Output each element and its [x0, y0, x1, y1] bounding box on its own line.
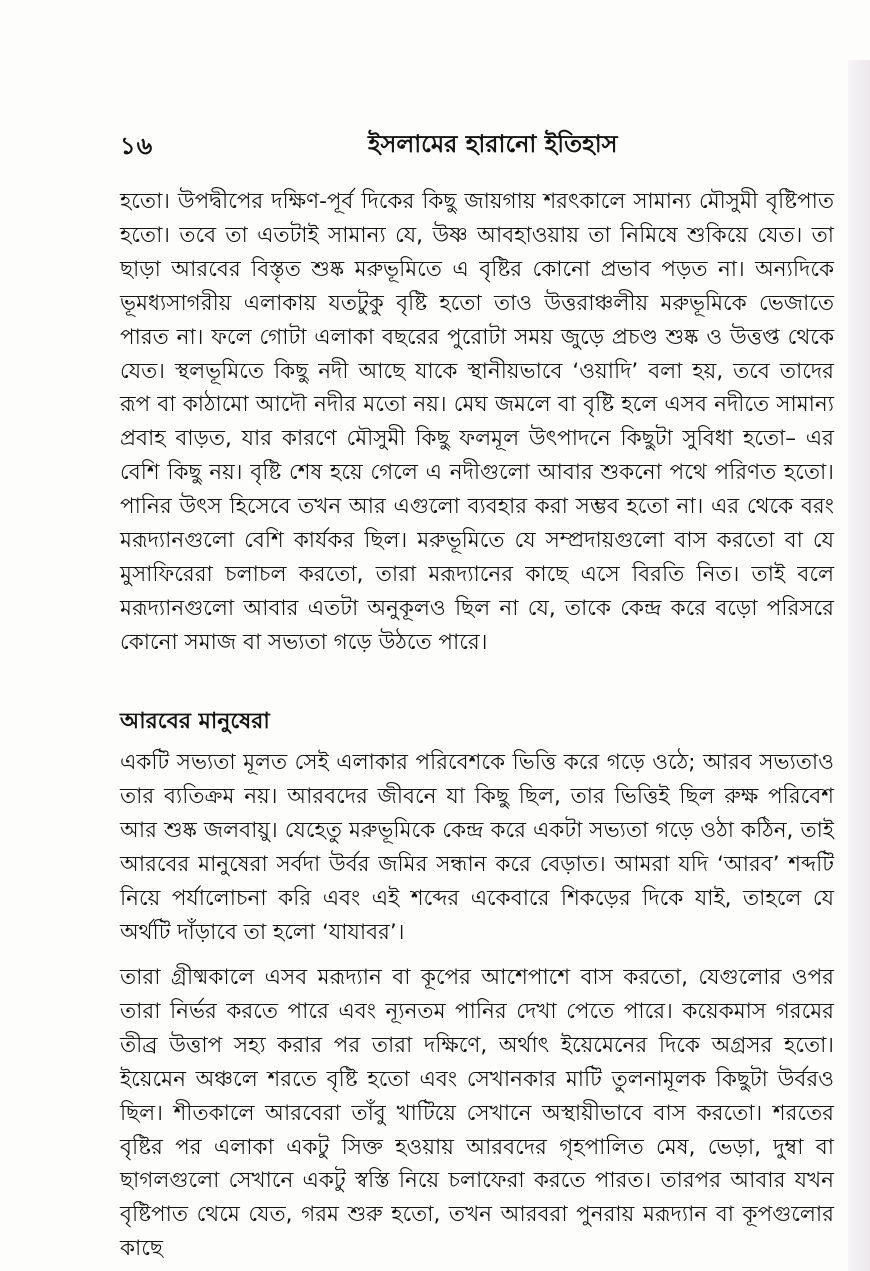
- page-edge-shadow: [848, 60, 870, 1271]
- paragraph: হতো। উপদ্বীপের দক্ষিণ-পূর্ব দিকের কিছু জায়গায় শরৎকালে সামান্য মৌসুমী বৃষ্টিপাত হতো। তবে তা এতটাই সামান্য যে, উষ্ণ আবহাওয়ায় তা নিমিষে শুকিয়ে যেত। তা ছাড়া আরবের বিস্তৃত শুষ্ক মরুভূমিতে এ বৃষ্টির কোনো প্রভাব পড়ত না। অন্যদিকে ভূমধ্যসাগরীয় এলাকায় যতটুকু বৃষ্টি হতো তাও উত্তরাঞ্চলীয় মরুভূমিকে ভেজাতে পারত না। ফলে গোটা এলাকা বছরের পুরোটা সময় জুড়ে প্রচণ্ড শুষ্ক ও উত্তপ্ত থেকে যেত। স্থলভূমিতে কিছু নদী আছে যাকে স্থানীয়ভাবে ‘ওয়াদি’ বলা হয়, তবে তাদের রূপ বা কাঠামো আদৌ নদীর মতো নয়। মেঘ জমলে বা বৃষ্টি হলে এসব নদীতে সামান্য প্রবাহ বাড়ত, যার কারণে মৌসুমী কিছু ফলমূল উৎপাদনে কিছুটা সুবিধা হতো– এর বেশি কিছু নয়। বৃষ্টি শেষ হয়ে গেলে এ নদীগুলো আবার শুকনো পথে পরিণত হতো। পানির উৎস হিসেবে তখন আর এগুলো ব্যবহার করা সম্ভব হতো না। এর থেকে বরং মরূদ্যানগুলো বেশি কার্যকর ছিল। মরুভূমিতে যে সম্প্রদায়গুলো বাস করতো বা যে মুসাফিরেরা চলাচল করতো, তারা মরূদ্যানের কাছে এসে বিরতি নিত। তাই বলে মরূদ্যানগুলো আবার এতটা অনুকূলও ছিল না যে, তাকে কেন্দ্র করে বড়ো পরিসরে কোনো সমাজ বা সভ্যতা গড়ে উঠতে পারে।: [120, 189, 834, 655]
- paragraph: তারা গ্রীষ্মকালে এসব মরূদ্যান বা কূপের আশেপাশে বাস করতো, যেগুলোর ওপর তারা নির্ভর করতে পারে এবং ন্যূনতম পানির দেখা পেতে পারে। কয়েকমাস গরমের তীব্র উত্তাপ সহ্য করার পর তারা দক্ষিণে, অর্থাৎ ইয়েমেনের দিকে অগ্রসর হতো। ইয়েমেন অঞ্চলে শরতে বৃষ্টি হতো এবং সেখানকার মাটি তুলনামূলক কিছুটা উর্বরও ছিল। শীতকালে আরবেরা তাঁবু খাটিয়ে সেখানে অস্থায়ীভাবে বাস করতো। শরতের বৃষ্টির পর এলাকা একটু সিক্ত হওয়ায় আরবদের গৃহপালিত মেষ, ভেড়া, দুম্বা বা ছাগলগুলো সেখানে একটু স্বস্তি নিয়ে চলাফেরা করতে পারত। তারপর আবার যখন বৃষ্টিপাত থেমে যেত, গরম শুরু হতো, তখন আরবরা পুনরায় মরূদ্যান বা কূপগুলোর কাছে: [120, 965, 834, 1262]
- section-heading: আরবের মানুষেরা: [120, 709, 270, 734]
- running-title: ইসলামের হারানো ইতিহাস: [368, 130, 618, 158]
- page-number: ১৬: [120, 132, 154, 160]
- paragraph: একটি সভ্যতা মূলত সেই এলাকার পরিবেশকে ভিত্তি করে গড়ে ওঠে; আরব সভ্যতাও তার ব্যতিক্রম নয়। আরবদের জীবনে যা কিছু ছিল, তার ভিত্তিই ছিল রুক্ষ পরিবেশ আর শুষ্ক জলবায়ু। যেহেতু মরুভূমিকে কেন্দ্র করে একটা সভ্যতা গড়ে ওঠা কঠিন, তাই আরবের মানুষেরা সর্বদা উর্বর জমির সন্ধান করে বেড়াত। আমরা যদি ‘আরব’ শব্দটি নিয়ে পর্যালোচনা করি এবং এই শব্দের একেবারে শিকড়ের দিকে যাই, তাহলে যে অর্থটি দাঁড়াবে তা হলো ‘যাযাবর’।: [120, 750, 834, 945]
- page-header: [120, 122, 820, 162]
